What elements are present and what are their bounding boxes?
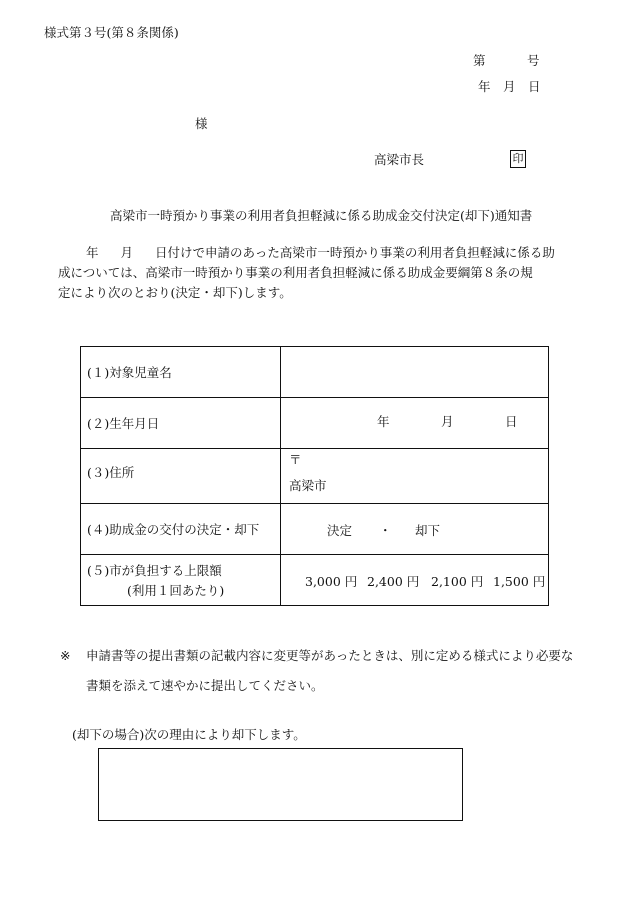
notice-title: 高梁市一時預かり事業の利用者負担軽減に係る助成金交付決定(却下)通知書 <box>110 208 533 223</box>
limit-amount-1: 3,000 円 <box>305 574 358 589</box>
date-day-label: 日 <box>528 79 541 94</box>
decision-reject-option[interactable]: 却下 <box>415 523 441 538</box>
child-name-field[interactable] <box>281 347 549 398</box>
body-line-3: 定により次のとおり(決定・却下)します。 <box>58 285 292 300</box>
birthdate-year-label: 年 <box>377 414 390 429</box>
birthdate-field[interactable] <box>281 398 549 449</box>
issuer-mayor-title: 高梁市長 <box>374 152 425 167</box>
address-city: 高梁市 <box>289 478 327 493</box>
limit-label-main: (５)市が負担する上限額 <box>87 563 222 578</box>
body-month-label: 月 <box>120 245 134 260</box>
table-row-child-name <box>81 347 549 398</box>
form-number: 様式第３号(第８条関係) <box>44 25 179 40</box>
document-number-suffix: 号 <box>527 53 540 68</box>
address-label: (３)住所 <box>81 449 281 504</box>
table-row-decision <box>81 504 549 555</box>
limit-amount-3: 2,100 円 <box>431 574 484 589</box>
limit-label <box>81 555 281 606</box>
decision-field[interactable] <box>281 504 549 555</box>
body-paragraph <box>58 243 558 303</box>
body-year-label: 年 <box>86 245 99 260</box>
rejection-reason-box[interactable] <box>98 748 463 821</box>
rejection-heading: (却下の場合)次の理由により却下します。 <box>72 727 306 742</box>
limit-amount-2: 2,400 円 <box>367 574 420 589</box>
limit-amounts <box>281 555 549 606</box>
info-table <box>80 346 549 606</box>
date-year-label: 年 <box>478 79 491 94</box>
birthdate-day-label: 日 <box>505 414 518 429</box>
postal-mark: 〒 <box>289 452 302 467</box>
birthdate-label: (２)生年月日 <box>81 398 281 449</box>
decision-label: (４)助成金の交付の決定・却下 <box>81 504 281 555</box>
decision-separator: ・ <box>379 523 392 538</box>
note-line-2: 書類を添えて速やかに提出してください。 <box>86 678 324 693</box>
seal-stamp-icon: 印 <box>510 150 526 168</box>
address-field[interactable] <box>281 449 549 504</box>
body-line-1 <box>58 243 558 263</box>
note-line-1: 申請書等の提出書類の記載内容に変更等があったときは、別に定める様式により必要な <box>86 648 574 663</box>
limit-amount-4: 1,500 円 <box>493 574 546 589</box>
body-line-2: 成については、高梁市一時預かり事業の利用者負担軽減に係る助成金要綱第８条の規 <box>58 265 533 280</box>
body-line-1-text: 日付けで申請のあった高梁市一時預かり事業の利用者負担軽減に係る助 <box>155 245 555 260</box>
birthdate-month-label: 月 <box>441 414 454 429</box>
addressee-honorific: 様 <box>195 116 208 131</box>
document-number-prefix: 第 <box>473 53 486 68</box>
table-row-birthdate <box>81 398 549 449</box>
note-mark: ※ <box>60 648 71 663</box>
decision-approve-option[interactable]: 決定 <box>327 523 353 538</box>
table-row-limit <box>81 555 549 606</box>
table-row-address <box>81 449 549 504</box>
child-name-label: (１)対象児童名 <box>81 347 281 398</box>
limit-label-sub: (利用１回あたり) <box>127 583 225 598</box>
date-month-label: 月 <box>503 79 516 94</box>
